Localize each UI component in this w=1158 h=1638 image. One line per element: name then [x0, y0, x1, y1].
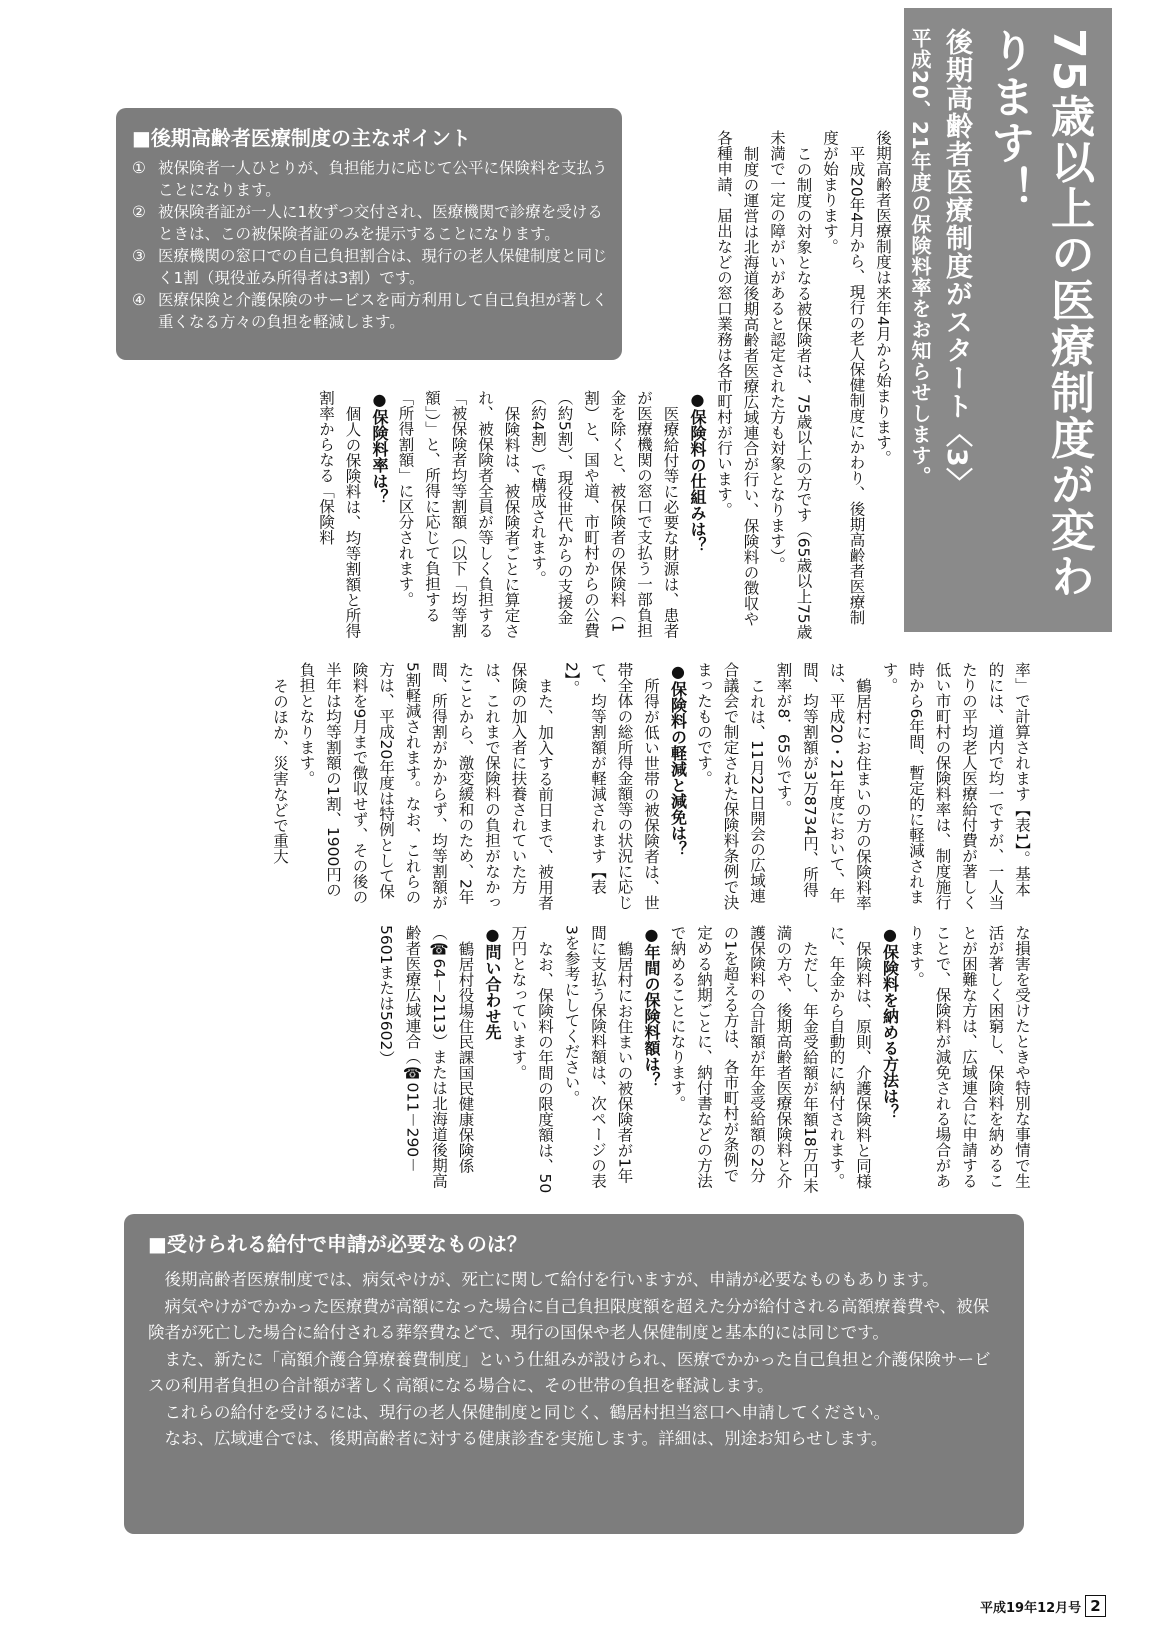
section-heading: ●保険料の仕組みは？ [688, 390, 707, 553]
section-paragraph: 率」で計算されます【表1】。基本的には、道内で均一ですが、一人当たりの平均老人医療給付費が著しく低い市町村の保険料率は、制度施行時から6年間、暫定的に軽減されます。 [880, 662, 1031, 910]
title-banner [904, 8, 1112, 632]
section-paragraph: なお、保険料の年間の限度額は、50万円となっています。 [509, 925, 554, 1193]
section-paragraph: ただし、年金受給額が年額18万円未満の方や、後期高齢者医療保険料と介護保険料の合計額が年金受給額の2分の1を超える方は、各市町村が条例で定める納期ごとに、納付書などの方法で納めることになります。 [668, 925, 819, 1193]
section-paragraph: な損害を受けたときや特別な事情で生活が著しく困窮し、保険料を納めることが困難な方は、広域連合に申請することで、保険料が減免される場合があります。 [907, 925, 1031, 1189]
item-text: 医療保険と介護保険のサービスを両方利用して自己負担が著しく重くなる方々の負担を軽減します。 [158, 291, 608, 331]
intro-paragraph: この制度の対象となる被保険者は、75歳以上の方です（65歳以上75歳未満で一定の障がいがあると認定された方も対象となります）。 [768, 130, 813, 639]
item-text: 被保険者証が一人に1枚ずつ交付され、医療機関で診療を受けるときは、この被保険者証のみを提示することになります。 [158, 203, 603, 243]
section-heading: ●年間の保険料額は？ [642, 925, 661, 1088]
key-points-box [116, 108, 622, 360]
section-paragraph: 鶴居村にお住まいの被保険者が1年間に支払う保険料額は、次ページの表3を参考にしてください。 [562, 925, 634, 1189]
section-paragraph: そのほか、災害などで重大 [271, 677, 289, 864]
issue-label: 平成19年12月号 [980, 1600, 1082, 1616]
item-text: 被保険者一人ひとりが、負担能力に応じて公平に保険料を支払うことになります。 [158, 159, 608, 199]
page-subtitle: 後期高齢者医療制度がスタート〈3〉 [941, 28, 972, 496]
item-number: ④ [132, 291, 146, 309]
section-heading: ●問い合わせ先 [483, 925, 502, 1040]
list-item [132, 201, 608, 245]
section-paragraph: 医療給付等に必要な財源は、患者が医療機関の窓口で支払う一部負担金を除くと、被保険者の保険料（1割）と、国や道、市町村からの公費（約5割）、現役世代からの支援金（約4割）で構成されます。 [529, 390, 680, 638]
benefits-heading: ■受けられる給付で申請が必要なものは？ [148, 1232, 527, 1256]
payment-and-contact-section [140, 925, 1035, 1195]
premium-structure-section [120, 390, 710, 640]
page-title: 75歳以上の医療制度が変わります！ [983, 28, 1094, 600]
benefits-paragraph: なお、広域連合では、後期高齢者に対する健康診査を実施します。詳細は、別途お知らせします。 [164, 1429, 888, 1448]
section-paragraph: 保険料は、被保険者ごとに算定され、被保険者全員が等しく負担する「被保険者均等割額（以下「均等割額」）」と、所得に応じて負担する「所得割額」に区分されます。 [396, 390, 521, 638]
section-paragraph: 所得が低い世帯の被保険者は、世帯全体の総所得金額等の状況に応じて、均等割額が軽減されます【表2】。 [562, 662, 660, 910]
benefits-paragraph: また、新たに「高額介護合算療養費制度」という仕組みが設けられ、医療でかかった自己負担と介護保険サービスの利用者負担の合計額が著しく高額になる場合に、その世帯の負担を軽減します。 [148, 1349, 991, 1395]
section-paragraph: 鶴居村にお住まいの方の保険料率は、平成20・21年度において、年間、均等割額が3万8734円、所得割率が8．65％です。 [774, 662, 872, 910]
list-item [132, 289, 608, 333]
item-text: 医療機関の窓口での自己負担割合は、現行の老人保健制度と同じく1割（現役並み所得者は3割）です。 [158, 247, 608, 287]
premium-rate-and-reduction-section [140, 662, 1035, 912]
contact-info: 鶴居村役場住民課国民健康保険係（☎64－2113）または北海道後期高齢者医療広域連合（☎011－290－5601または5602） [377, 925, 475, 1189]
section-paragraph: 保険料は、原則、介護保険料と同様に、年金から自動的に納付されます。 [827, 925, 872, 1189]
page-subtitle-note: 平成20、21年度の保険料率をお知らせします。 [908, 28, 932, 487]
intro-paragraph: 平成20年4月から、現行の老人保健制度にかわり、後期高齢者医療制度が始まります。 [821, 130, 866, 625]
benefits-paragraph: 病気やけがでかかった医療費が高額になった場合に自己負担限度額を超えた分が給付される高額療養費や、被保険者が死亡した場合に給付される葬祭費などで、現行の国保や老人保健制度と基本的には同じです。 [148, 1296, 990, 1342]
page-number: 2 [1085, 1595, 1105, 1617]
intro-lead: 後期高齢者医療制度は来年4月から始まります。 [874, 130, 892, 466]
list-item [132, 245, 608, 289]
section-heading: ●保険料を納める方法は？ [880, 925, 900, 1120]
intro-paragraph: 制度の運営は北海道後期高齢者医療広域連合が行い、保険料の徴収や各種申請、届出などの窓口業務は各市町村が行います。 [715, 130, 760, 626]
section-paragraph: 個人の保険料は、均等割額と所得割率からなる「保険料 [317, 390, 362, 638]
key-points-list [132, 157, 608, 333]
section-paragraph: これは、11月22日開会の広域連合議会で制定された保険料条例で決まったものです。 [695, 662, 766, 910]
benefits-box [124, 1214, 1024, 1534]
benefits-paragraph: これらの給付を受けるには、現行の老人保健制度と同じく、鶴居村担当窓口へ申請してください。 [164, 1402, 891, 1422]
item-number: ① [132, 159, 146, 177]
list-item [132, 157, 608, 201]
benefits-paragraph: 後期高齢者医療制度では、病気やけが、死亡に関して給付を行いますが、申請が必要なものもあります。 [164, 1270, 939, 1289]
item-number: ③ [132, 247, 146, 265]
page-footer [980, 1595, 1106, 1617]
section-heading: ●保険料率は？ [370, 390, 389, 505]
item-number: ② [132, 203, 146, 221]
key-points-heading: ■後期高齢者医療制度の主なポイント [132, 126, 471, 150]
section-heading: ●保険料の軽減と減免は？ [668, 662, 688, 857]
section-paragraph: また、加入する前日まで、被用者保険の加入者に扶養されていた方は、これまで保険料の負担がなかったことから、激変緩和のため、2年間、所得割がかからず、均等割額が5割軽減されます。なお、これらの方は、平成20年度は特例として保険料を9月まで徴収せず、その後の半年は均等割額の1割、1900円の負担となります。 [297, 662, 554, 910]
